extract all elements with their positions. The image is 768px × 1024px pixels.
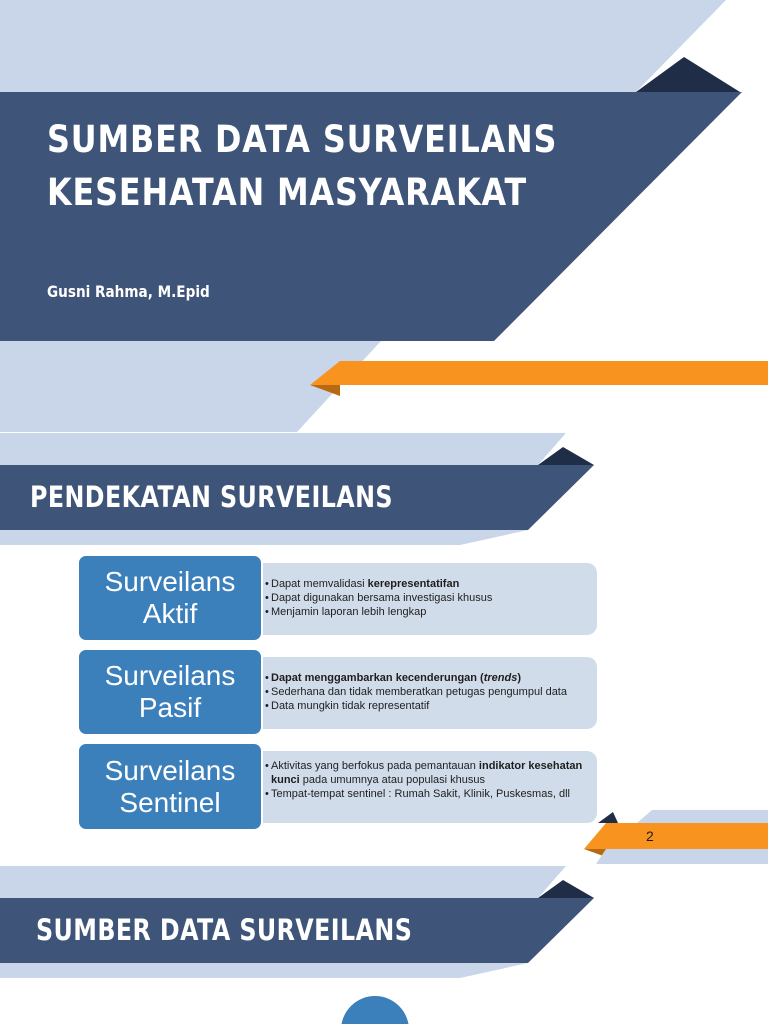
bullets-pasif: [265, 671, 595, 713]
page-number: 2: [646, 828, 654, 844]
slide3-circle-shape: [341, 996, 409, 1024]
slide2-page-dark-fold: [598, 812, 618, 823]
bullet-item: • Dapat digunakan bersama investigasi khusus: [265, 591, 595, 605]
bullet-item: • Menjamin laporan lebih lengkap: [265, 605, 595, 619]
bullet-item: • Tempat-tempat sentinel : Rumah Sakit, Klinik, Puskesmas, dll: [265, 787, 590, 801]
pill-label-line1: Surveilans: [104, 566, 236, 597]
bullets-aktif: [265, 577, 595, 619]
bullet-item: • Data mungkin tidak representatif: [265, 699, 595, 713]
slide2-bottom-light-band: [0, 530, 528, 545]
top-light-band: [0, 0, 726, 92]
slide3-top-light-band: [0, 866, 566, 898]
pill-label-line2: Sentinel: [119, 786, 221, 818]
bullet-item: • Sederhana dan tidak memberatkan petugas pengumpul data: [265, 685, 595, 699]
slide2-top-light-band: [0, 433, 566, 465]
slide3-heading: SUMBER DATA SURVEILANS: [36, 913, 413, 947]
pill-surveilans-pasif: [77, 648, 263, 736]
bullet-item: • Dapat menggambarkan kecenderungan (trends): [265, 671, 595, 685]
pill-surveilans-aktif: [77, 554, 263, 642]
pill-label-line2: Aktif: [142, 598, 198, 629]
slide1-author: Gusni Rahma, M.Epid: [47, 282, 210, 301]
bullets-sentinel: [265, 759, 590, 801]
slide1-title-line2: KESEHATAN MASYARAKAT: [47, 171, 528, 214]
slide2-page-light-band-bottom: [596, 849, 768, 864]
pill-surveilans-sentinel: [77, 742, 263, 831]
slide1-title: [47, 113, 557, 219]
slide1-title-line1: SUMBER DATA SURVEILANS: [47, 118, 558, 161]
slide2-page-light-band: [637, 810, 768, 823]
pill-label-line2: Pasif: [138, 692, 202, 723]
page-number-bar: [584, 823, 768, 849]
slide3-bottom-light-band: [0, 963, 528, 978]
bullet-item: • Aktivitas yang berfokus pada pemantauan indikator kesehatan kunci pada umumnya atau populasi khusus: [265, 759, 590, 787]
bullet-item: • Dapat memvalidasi kerepresentatifan: [265, 577, 595, 591]
pill-label-line1: Surveilans: [104, 660, 236, 691]
orange-accent-bar: [310, 361, 768, 385]
pill-label-line1: Surveilans: [104, 754, 236, 786]
slide2-heading: PENDEKATAN SURVEILANS: [30, 480, 393, 514]
